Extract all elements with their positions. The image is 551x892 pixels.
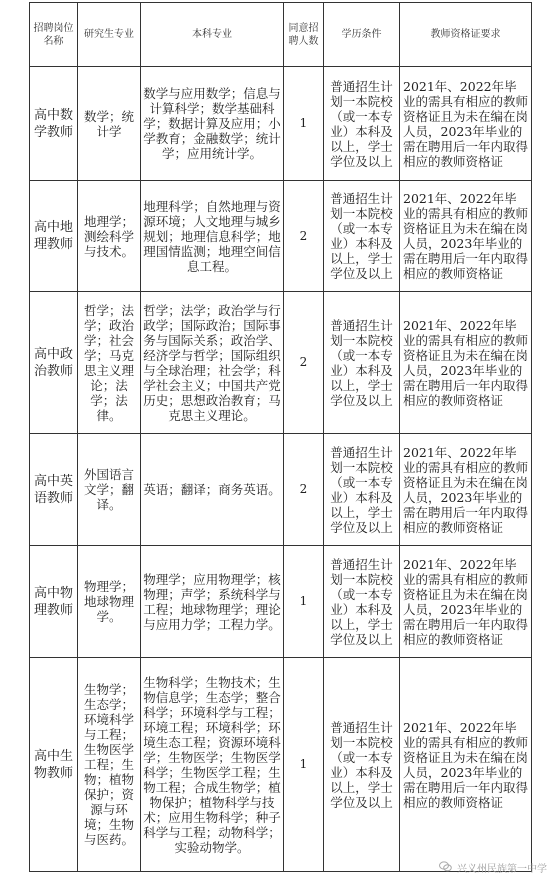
header-position: 招聘岗位名称 — [30, 3, 78, 67]
education-cell: 普通招生计划一本院校（或一本专业）本科及以上，学士学位及以上 — [324, 181, 400, 292]
undergrad-major-cell: 数学与应用数学；信息与计算科学；数学基础科学；数据计算及应用；小学教育；金融数学；统计学；应用统计学。 — [141, 67, 284, 181]
count-cell: 2 — [284, 434, 324, 546]
education-cell: 普通招生计划一本院校（或一本专业）本科及以上，学士学位及以上 — [324, 67, 400, 181]
header-cert: 教师资格证要求 — [400, 3, 532, 67]
count-cell: 2 — [284, 181, 324, 292]
grad-major-cell: 外国语言文学；翻译。 — [78, 434, 141, 546]
position-cell: 高中生物教师 — [30, 658, 78, 872]
count-cell: 1 — [284, 67, 324, 181]
education-cell: 普通招生计划一本院校（或一本专业）本科及以上，学士学位及以上 — [324, 434, 400, 546]
grad-major-cell: 地理学；测绘科学与技术。 — [78, 181, 141, 292]
education-cell: 普通招生计划一本院校（或一本专业）本科及以上，学士学位及以上 — [324, 292, 400, 434]
header-grad-major: 研究生专业 — [78, 3, 141, 67]
undergrad-major-cell: 地理科学；自然地理与资源环境；人文地理与城乡规划；地理信息科学；地理国情监测；地理空间信息工程。 — [141, 181, 284, 292]
position-cell: 高中政治教师 — [30, 292, 78, 434]
watermark-text: 兴义州民族第一中学 — [457, 864, 547, 875]
wechat-icon — [439, 864, 455, 875]
grad-major-cell: 数学；统计学 — [78, 67, 141, 181]
table-row — [30, 546, 532, 658]
header-education: 学历条件 — [324, 3, 400, 67]
undergrad-major-cell: 英语；翻译；商务英语。 — [141, 434, 284, 546]
header-count: 同意招聘人数 — [284, 3, 324, 67]
cert-cell: 2021年、2022年毕业的需具有相应的教师资格证且为未在编在岗人员，2023年毕业的需在聘用后一年内取得相应的教师资格证 — [400, 658, 532, 872]
cert-cell: 2021年、2022年毕业的需具有相应的教师资格证且为未在编在岗人员，2023年毕业的需在聘用后一年内取得相应的教师资格证 — [400, 434, 532, 546]
education-cell: 普通招生计划一本院校（或一本专业）本科及以上，学士学位及以上 — [324, 658, 400, 872]
recruitment-table — [29, 2, 532, 872]
table-row — [30, 658, 532, 872]
count-cell: 1 — [284, 658, 324, 872]
position-cell: 高中物理教师 — [30, 546, 78, 658]
position-cell: 高中地理教师 — [30, 181, 78, 292]
education-cell: 普通招生计划一本院校（或一本专业）本科及以上，学士学位及以上 — [324, 546, 400, 658]
table-row — [30, 67, 532, 181]
count-cell: 2 — [284, 292, 324, 434]
table-header-row — [30, 3, 532, 67]
table-row — [30, 181, 532, 292]
undergrad-major-cell: 物理学；应用物理学；核物理；声学；系统科学与工程；地球物理学；理论与应用力学；工程力学。 — [141, 546, 284, 658]
grad-major-cell: 哲学；法学；政治学；社会学；马克思主义理论；法学；法律。 — [78, 292, 141, 434]
grad-major-cell: 生物学；生态学；环境科学与工程；生物医学工程；生物；植物保护；资源与环境；生物与医药。 — [78, 658, 141, 872]
header-undergrad-major: 本科专业 — [141, 3, 284, 67]
cert-cell: 2021年、2022年毕业的需具有相应的教师资格证且为未在编在岗人员，2023年毕业的需在聘用后一年内取得相应的教师资格证 — [400, 67, 532, 181]
undergrad-major-cell: 哲学；法学；政治学与行政学；国际政治；国际事务与国际关系；政治学、经济学与哲学；国际组织与全球治理；社会学；科学社会主义；中国共产党历史；思想政治教育；马克思主义理论。 — [141, 292, 284, 434]
grad-major-cell: 物理学；地球物理学。 — [78, 546, 141, 658]
position-cell: 高中数学教师 — [30, 67, 78, 181]
undergrad-major-cell: 生物科学；生物技术；生物信息学；生态学；整合科学；环境科学与工程；环境工程；环境科学；环境生态工程；资源环境科学；生物医学；生物医学科学；生物医学工程；生物工程；合成生物学；植物保护；植物科学与技术；应用生物科学；种子科学与工程；动物科学；实验动物学。 — [141, 658, 284, 872]
cert-cell: 2021年、2022年毕业的需具有相应的教师资格证且为未在编在岗人员，2023年毕业的需在聘用后一年内取得相应的教师资格证 — [400, 181, 532, 292]
watermark — [439, 860, 547, 875]
table-row — [30, 434, 532, 546]
cert-cell: 2021年、2022年毕业的需具有相应的教师资格证且为未在编在岗人员，2023年毕业的需在聘用后一年内取得相应的教师资格证 — [400, 292, 532, 434]
count-cell: 1 — [284, 546, 324, 658]
table-row — [30, 292, 532, 434]
position-cell: 高中英语教师 — [30, 434, 78, 546]
cert-cell: 2021年、2022年毕业的需具有相应的教师资格证且为未在编在岗人员，2023年毕业的需在聘用后一年内取得相应的教师资格证 — [400, 546, 532, 658]
